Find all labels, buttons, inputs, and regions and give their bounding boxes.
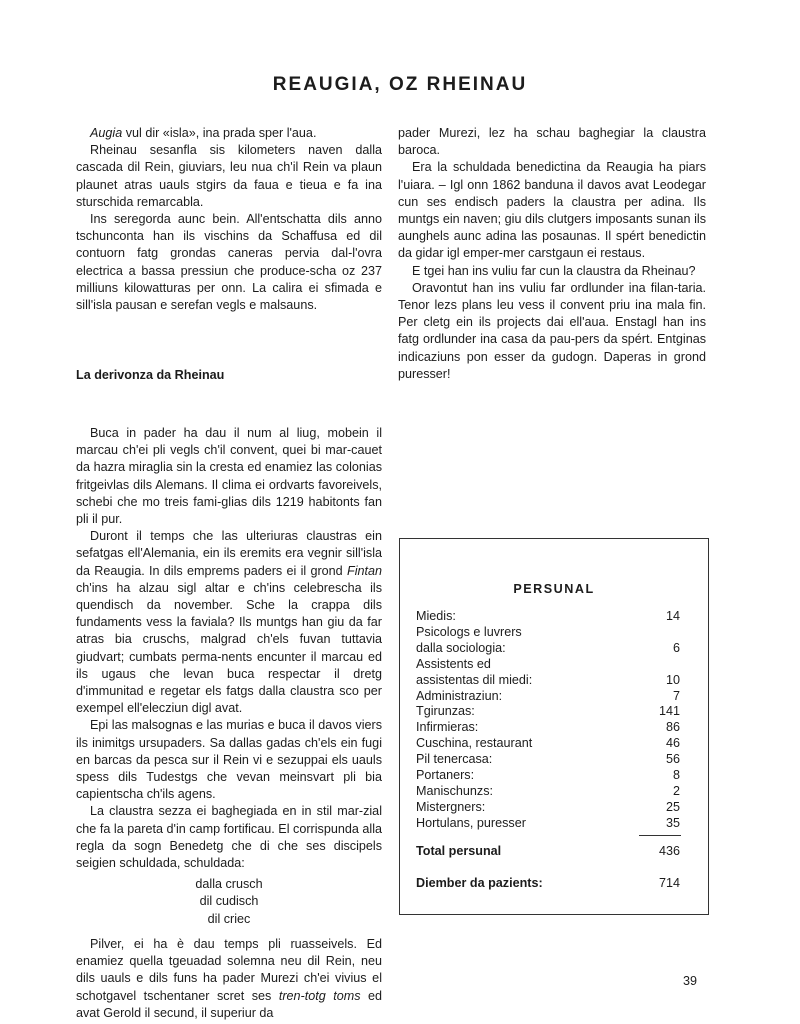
body-paragraph: Oravontut han ins vuliu far ordlunder ina filan-taria. Tenor lezs plans leu vess il convent priu ina mala fin. Per cletg ein ils projects dai ell'aua. Enstagl han ins fatg ordlunder ina casa da pau-pers da spért. Entginas indicaziuns pon esser da gudogn. Daperas in grond puresser!	[398, 280, 706, 381]
staff-role: Miedis:	[416, 609, 456, 623]
staff-row	[416, 704, 680, 720]
verse-line: dalla crusch	[195, 877, 263, 892]
trentotg-term: tren-totg toms	[278, 988, 361, 1003]
staff-row	[416, 625, 680, 641]
body-paragraph: pader Murezi, lez ha schau baghegiar la claustra baroca.	[398, 126, 706, 158]
box-title: PERSUNAL	[513, 582, 595, 596]
staff-count: 46	[665, 736, 680, 751]
staff-role: assistentas dil miedi:	[416, 672, 533, 687]
staff-count: 141	[658, 704, 680, 719]
verse-block	[76, 876, 382, 928]
body-paragraph: Epi las malsognas e las murias e buca il davos viers ils inimitgs ursupaders. Sa dallas gadas ch'els ein fugi en barcas da pesca sur il Rein vi e sezuppai els uauls spess dils Tudestgs che vevan meinsvart pli bia capientscha ch'ils agens.	[76, 718, 382, 802]
staff-row	[416, 641, 680, 657]
staff-row	[416, 800, 680, 816]
staff-row	[416, 657, 680, 673]
body-paragraph: Pilver, ei ha è dau temps pli ruasseivels. Ed enamiez quella tgeuadad solemna neu dil Rein, neu dils uauls e dils funs ha pader Murezi ch'ei vivius el schotgavel tschentaner scret ses tren-totg toms ed avat Gerold il secund, il superiur da	[76, 936, 382, 1020]
staff-count: 6	[672, 640, 680, 655]
staff-role: Infirmieras:	[416, 720, 479, 735]
staff-role: Administraziun:	[416, 688, 503, 703]
staff-role: Mistergners:	[416, 799, 486, 814]
staff-row	[416, 609, 680, 625]
total-row: Total persunal 436	[416, 844, 680, 858]
staff-role: dalla sociologia:	[416, 640, 506, 655]
verse-line: dil criec	[207, 911, 251, 926]
staff-row	[416, 768, 680, 784]
fintan-name: Fintan	[347, 563, 383, 578]
augia-term: Augia	[90, 126, 123, 140]
staff-count: 86	[665, 720, 680, 735]
body-paragraph: Era la schuldada benedictina da Reaugia ha piars l'uiara. – Igl onn 1862 banduna il davos avat Leodegar cun ses endisch paders la claustra per adina. Ils muntgs ein naven; giu dils clutgers imposants sunan ils aunghels aunc adina las posaunas. Il spért benedictin da gidar igl emper-mer carstgaun ei restaus.	[398, 160, 706, 261]
staff-row	[416, 816, 680, 832]
staff-role: Cuschina, restaurant	[416, 736, 533, 751]
staff-role: Psicologs e luvrers	[416, 624, 522, 639]
staff-row	[416, 784, 680, 800]
staff-count: 25	[665, 799, 680, 814]
staff-role: Portaners:	[416, 768, 475, 783]
staff-role: Tgirunzas:	[416, 704, 475, 719]
intro-paragraph: Augia vul dir «isla», ina prada sper l'aua.	[90, 126, 317, 140]
history-section	[76, 425, 382, 1022]
page-number: 39	[683, 974, 698, 988]
staff-row	[416, 736, 680, 752]
right-column	[398, 125, 706, 383]
staff-row	[416, 673, 680, 689]
staff-list	[416, 609, 680, 832]
body-paragraph: Duront il temps che las ulteriuras claustras ein sefatgas ell'Alemania, ein ils eremits era vegnir sill'isla da Reaugia. In dils emprems paders ei il grond Fintan ch'ins ha alzau sigl altar e ch'ins celebrescha ils quendisch da november. Sche la crappa dils fundaments vess la faviala? Ils muntgs han giu da far atras bia cruschs, malgrad ch'els fuvan tuttavia giudvart; cumbats perma-nents encunter il marcau ed ils ugaus che levan buca respectar il dretg d'immunitad e regetar els fatgs dalla claustra sco per exempel ell'elecziun digl avat.	[76, 529, 383, 716]
body-paragraph: E tgei han ins vuliu far cun la claustra da Rheinau?	[412, 263, 696, 278]
staff-row	[416, 689, 680, 705]
intro-paragraph: Ins seregorda aunc bein. All'entschatta dils anno tschunconta han ils vischins da Schaffusa ed dil contuorn fatg grondas caneras pervia dal-l'ovra electrica a bassa pressiun che produce-scha oz 237 milliuns kilowatturas per onn. La calira ei sfimada e sill'isla pausan e serefan vegls e malsauns.	[76, 212, 382, 313]
staff-count: 2	[672, 783, 680, 798]
staff-count: 56	[665, 752, 680, 767]
page-title: REAUGIA, OZ RHEINAU	[272, 74, 528, 95]
patients-row: Diember da pazients: 714	[416, 876, 680, 890]
section-heading: La derivonza da Rheinau	[76, 368, 225, 382]
staff-count: 8	[672, 768, 680, 783]
staff-role: Hortulans, puresser	[416, 815, 526, 830]
staff-role: Assistents ed	[416, 656, 491, 671]
intro-paragraph: Rheinau sesanfla sis kilometers naven dalla cascada dil Rein, giuviars, leu nua ch'il Rein va plaun plaunet atras uauls stgirs da faua e tieua e fa ina sturschida remarcabla.	[76, 143, 382, 209]
staff-count: 35	[665, 815, 680, 830]
body-paragraph: La claustra sezza ei baghegiada en in stil mar-zial che fa la pareta d'in camp fortificau. El corrispunda alla regla da sogn Benedetg che di che ses discipels seigien schuldada, schuldada:	[76, 804, 382, 871]
intro-section	[76, 125, 382, 314]
staff-count: 14	[665, 609, 680, 623]
staff-role: Pil tenercasa:	[416, 752, 493, 767]
staff-count: 7	[672, 688, 680, 703]
staff-row	[416, 720, 680, 736]
staff-box	[399, 538, 709, 915]
verse-line: dil cudisch	[199, 894, 259, 909]
staff-role: Manischunzs:	[416, 783, 493, 798]
body-paragraph: Buca in pader ha dau il num al liug, mobein il marcau ch'ei pli vegls ch'il convent, quei bi mar-cauet da hazra miraglia sin la cresta ed enamiez las colonias fritgeivlas dils Alemans. Il clima ei ordvarts favoreivels, schebi che mo treis fami-glias dils 1219 habitonts fan pli il pur.	[76, 426, 382, 527]
staff-row	[416, 752, 680, 768]
staff-count: 10	[665, 672, 680, 687]
sum-divider	[639, 835, 681, 836]
